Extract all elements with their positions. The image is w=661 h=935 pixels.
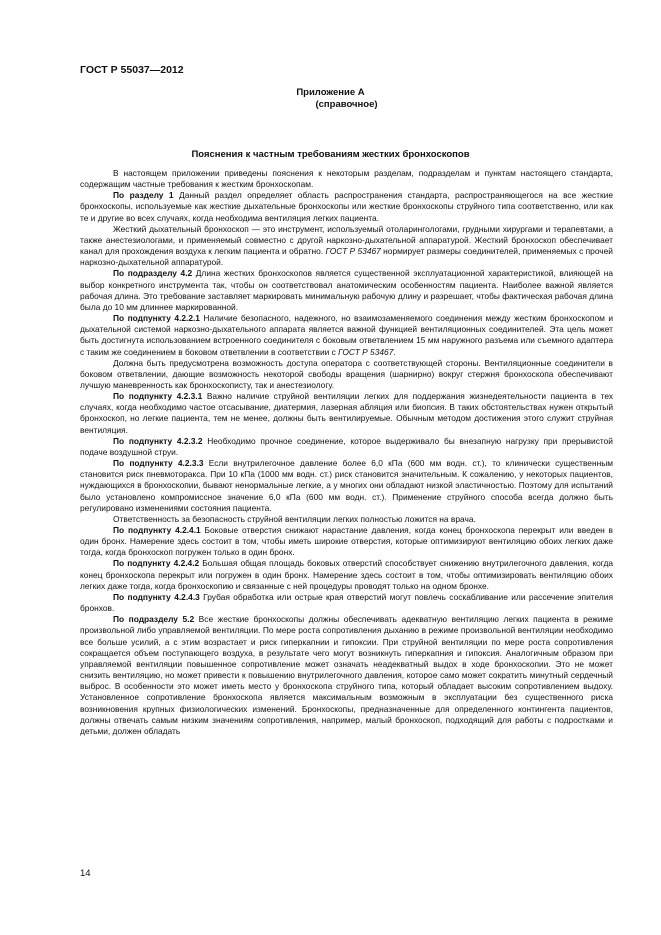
paragraph-lead: По подразделу 4.2 [113, 268, 193, 279]
paragraph [80, 391, 613, 436]
document-id: ГОСТ Р 55037—2012 [80, 64, 184, 76]
paragraph-text: Ответственность за безопасность струйной вентиляции легких полностью ложится на врача. [113, 513, 476, 524]
paragraph-text: Данный раздел определяет область распространения стандарта, распространяющегося на все жесткие бронхоскопы, используемые как жесткие дыхательные бронхоскопы или жесткие бронхоскопы струйного типа соответственно, или как те и другие во всех случаях, когда необходима вентиляция легких пациента. [80, 190, 614, 223]
appendix-heading [0, 87, 661, 111]
paragraph-text: Важно наличие струйной вентиляции легких для поддержания жизнедеятельности пациента в тех случаях, когда необходимо частое отсасывание, диатермия, лазерная абляция или биопсия. В таких обстоятельствах нужен открытый бронхоскоп, но легкие пациента, тем не менее, должны быть вентилируемые. Обычным методом достижения этого служит струйная вентиляция. [80, 391, 614, 435]
paragraph-lead: По подпункту 4.2.3.2 [113, 435, 203, 446]
paragraph [80, 224, 613, 269]
paragraph [80, 558, 613, 591]
paragraph-lead: По разделу 1 [113, 190, 174, 201]
paragraph-text: нормирует размеры соединителей, применяемых с прочей наркозно-дыхательной аппаратурой. [80, 246, 613, 268]
paragraph-lead: По подпункту 4.2.4.3 [113, 591, 200, 602]
paragraph-text: В настоящем приложении приведены пояснения к некоторым разделам, подразделам и пунктам настоящего стандарта, содержащим частные требования к жестким бронхоскопам. [80, 168, 613, 190]
paragraph-lead: По подпункту 4.2.3.3 [113, 458, 204, 469]
section-title: Пояснения к частным требованиям жестких бронхоскопов [191, 149, 470, 160]
paragraph-text: . [393, 346, 396, 357]
paragraph-lead: По подразделу 5.2 [113, 614, 195, 625]
paragraph-text: Длина жестких бронхоскопов является существенной эксплуатационной характеристикой, влияющей на выбор конкретного инструмента так, чтобы он соответствовал анатомическим особенностям пациента. Наиболее важной является рабочая длина. Это требование заставляет маркировать минимальную рабочую длину и разрешает, чтобы фактическая рабочая длина была до 10 мм длиннее маркированной. [80, 268, 613, 312]
paragraph-text: Если внутрилегочное давление более 6,0 кПа (600 мм водн. ст.), то клинически существенным становится риск пневмоторакса. При 10 кПа (1000 мм водн. ст.) риск становится значительным. К сожалению, у некоторых пациентов, нуждающихся в бронхоскопии, бывают ненормальные легкие, а у многих они обладают низкой эластичностью. Поэтому для испытаний было установлено компромиссное значение 6,0 кПа (600 мм водн. ст.). Применение струйного способа всегда должно быть регулировано изменениями состояния пациента. [80, 458, 613, 513]
paragraph-text: Необходимо прочное соединение, которое выдерживало бы внезапную нагрузку при прерывистой подаче воздушной струи. [80, 435, 613, 457]
paragraph [80, 592, 613, 614]
paragraph [80, 514, 613, 525]
paragraph [80, 268, 613, 313]
paragraph-lead: По подпункту 4.2.4.2 [113, 558, 200, 569]
paragraph [80, 168, 613, 190]
paragraph-lead: По подпункту 4.2.2.1 [113, 313, 200, 324]
paragraph [80, 358, 613, 391]
paragraph-text: Должна быть предусмотрена возможность доступа оператора с соответствующей стороны. Вентиляционные соединители в боковом ответвлении, дающие возможность некоторой свободы вращения (шарнирно) вокруг стержня бронхоскопа обеспечивают лучшую маневренность как бронхоскописту, так и анестезиологу. [80, 357, 613, 390]
paragraph [80, 458, 613, 514]
paragraph-lead: По подпункту 4.2.4.1 [113, 525, 201, 535]
paragraph [80, 614, 613, 737]
paragraph-text: Грубая обработка или острые края отверстий могут повлечь соскабливание или рассечение эпителия бронхов. [80, 591, 613, 614]
paragraph-text: Все жесткие бронхоскопы должны обеспечивать адекватную вентиляцию легких пациента в режиме произвольной либо управляемой вентиляции. По мере роста сопротивления дыханию в режиме произвольной вентиляции необходимо все больше усилий, а с этим возрастает и риск гиперкапнии и гипоксии. При струйной вентиляции по мере роста сопротивления сокращается объем поступающего воздуха, в результате чего могут возникнуть гиперкапния и гипоксия. Аналогичным образом при управляемой вентиляции повышенное сопротивление может означать неадекватный выдох в ходе бронхоскопии. Это не может снизить вентиляцию, но может привести к повышению внутрилегочного давления, которое само может сократить минутный сердечный выброс. В особенности это может иметь место у бронхоскопа струйного типа, который обладает высоким сопротивлением выдоху. Установленное сопротивление бронхоскопа является максимальным возможным в эксплуатации без существенного риска возникновения крупных физиологических изменений. Бронхоскопы, предназначенные для определенного контингента пациентов, должны отвечать самым низким значениям сопротивления, например, малый бронхоскоп, подходящий для работы с подростками и детьми, должен обладать [80, 614, 613, 736]
standard-reference: ГОСТ Р 53467 [338, 346, 394, 357]
paragraph [80, 436, 613, 458]
paragraph [80, 313, 613, 358]
page-number: 14 [80, 868, 91, 879]
paragraph [80, 525, 613, 558]
appendix-title: Приложение А [296, 87, 365, 98]
paragraph-lead: По подпункту 4.2.3.1 [113, 391, 203, 402]
appendix-note: (справочное) [315, 99, 378, 110]
paragraph-text: Наличие безопасного, надежного, но взаимозаменяемого соединения между жестким бронхоскопом и дыхательной системой наркозно-дыхательного аппарата является важной функцией вентиляционных соединителей. Эта цель может быть достигнута использованием встроенного соединителя с боковым ответвлением 15 мм наружного разъема или съемного адаптера с таким же соединением в боковом ответвлении в соответствии с [80, 313, 614, 357]
paragraph [80, 190, 613, 223]
paragraph-text: Боковые отверстия снижают нарастание давления, когда конец бронхоскопа перекрыт или введен в один бронх. Намерение здесь состоит в том, чтобы иметь широкие отверстия, которые оптимизируют вентиляцию обоих легких даже тогда, когда бронхоскоп погружен только в один бронх. [80, 525, 614, 558]
paragraph-text: Жесткий дыхательный бронхоскоп — это инструмент, используемый отоларингологами, грудными хирургами и терапевтами, а также анестезиологами, и применяемый совместно с другой наркозно-дыхательной аппаратурой. Жесткий бронхоскоп обеспечивает канал для прохождения воздуха к легким пациента и обратно. [80, 223, 613, 257]
paragraph-text: Большая общая площадь боковых отверстий способствует снижению внутрилегочного давления, когда конец бронхоскопа перекрыт или погружен в один бронх. Намерение здесь состоит в том, чтобы оптимизировать вентиляцию обоих легких даже тогда, когда бронхоскопию и связанные с ней процедуры проводят только на одном бронхе. [80, 558, 613, 591]
body-text [80, 168, 613, 737]
standard-reference: ГОСТ Р 53467 [325, 246, 381, 257]
